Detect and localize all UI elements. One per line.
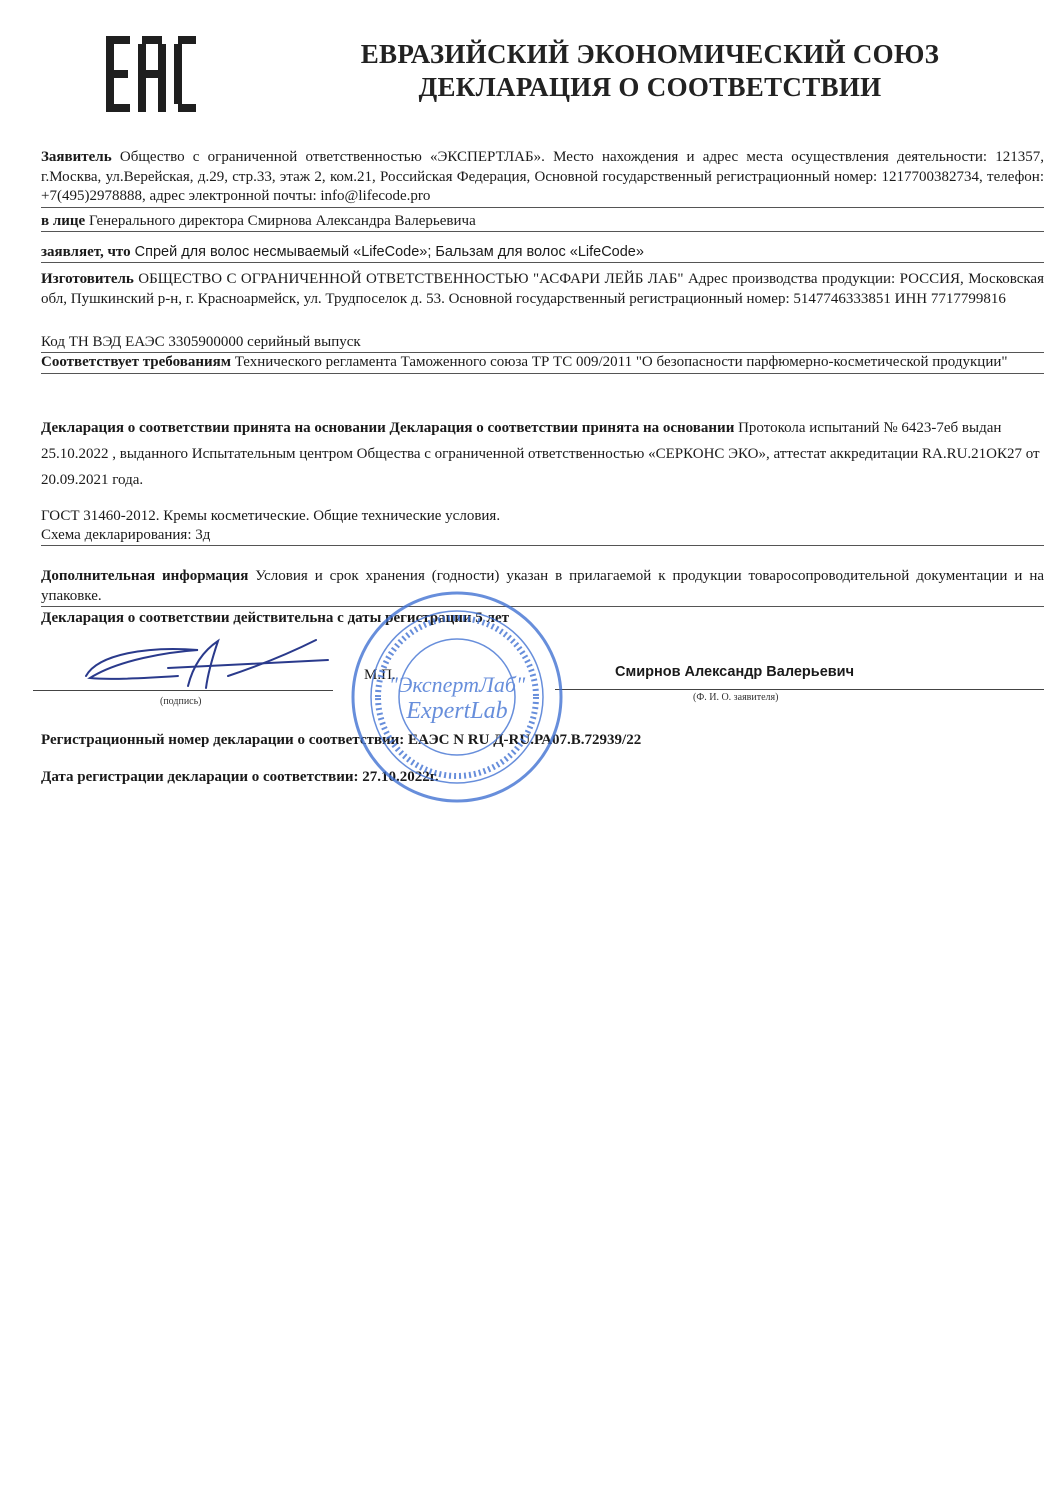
stamp-text-2: ExpertLab [406, 698, 508, 724]
stamp-outer-ring [353, 593, 561, 801]
handwritten-signature [78, 636, 338, 696]
manufacturer-text: ОБЩЕСТВО С ОГРАНИЧЕННОЙ ОТВЕТСТВЕННОСТЬЮ "АСФАРИ ЛЕЙБ ЛАБ" Адрес производства продукции: РОССИЯ, Московская обл, Пушкинский р-н, г. Красноармейск, ул. Трудпоселок д. 53. Основной государственный регистрационный номер: 5147746333851 ИНН 7717799816 [41, 271, 1044, 307]
registration-number: ЕАЭС N RU Д-RU.РА07.В.72939/22 [404, 732, 642, 748]
signature-caption: (подпись) [160, 696, 202, 707]
gost-line [41, 507, 1044, 526]
title-line-1: ЕВРАЗИЙСКИЙ ЭКОНОМИЧЕСКИЙ СОЮЗ [360, 39, 940, 69]
validity-text: Декларация о соответствии действительна с даты регистрации 5 лет [41, 610, 509, 626]
eac-mark-icon [104, 34, 198, 114]
date-label: Дата регистрации декларации о соответствии: [41, 769, 359, 785]
stamp-inner-ring [371, 611, 543, 783]
declares-block [41, 243, 1044, 263]
additional-text: Условия и срок хранения (годности) указан в прилагаемой к продукции товаросопроводительной документации и на упаковке. [41, 568, 1045, 604]
signature-line [33, 690, 333, 691]
applicant-label: Заявитель [41, 149, 112, 165]
representative-block [41, 212, 1044, 232]
conforms-block [41, 353, 1044, 374]
scheme-line [41, 526, 1044, 546]
name-line [555, 689, 1044, 690]
code-text: Код ТН ВЭД ЕАЭС 3305900000 серийный выпуск [41, 334, 361, 350]
name-caption: (Ф. И. О. заявителя) [693, 692, 779, 703]
gost-text: ГОСТ 31460-2012. Кремы косметические. Общие технические условия. [41, 508, 501, 524]
stamp-text-1: "ЭкспертЛаб" [388, 672, 526, 697]
representative-text: Генерального директора Смирнова Александра Валерьевича [85, 213, 476, 229]
declares-label: заявляет, что [41, 244, 131, 260]
manufacturer-block [41, 270, 1044, 309]
conforms-label: Соответствует требованиям [41, 354, 231, 370]
code-block [41, 333, 1044, 353]
stamp-center-ring [399, 639, 515, 755]
scheme-text: Схема декларирования: 3д [41, 527, 211, 543]
stamp-place-label: М.П. [364, 667, 396, 683]
conforms-text: Технического регламента Таможенного союза ТР ТС 009/2011 "О безопасности парфюмерно-косметической продукции" [230, 354, 1008, 370]
basis-text: Протокола испытаний № 6423-7еб выдан 25.10.2022 , выданного Испытательным центром Общества с ограниченной ответственностью «СЕРКОНС ЭКО», аттестат аккредитации RA.RU.21ОК27 от 20.09.2021 года. [41, 420, 1040, 488]
basis-label: Декларация о соответствии принята на основании Декларация о соответствии принята на основании [41, 420, 735, 436]
registration-date: 27.10.2022г. [358, 769, 439, 785]
representative-label: в лице [41, 213, 86, 229]
manufacturer-label: Изготовитель [41, 271, 134, 287]
applicant-block [41, 148, 1044, 208]
product-names: Спрей для волос несмываемый «LifeCode»; Бальзам для волос «LifeCode» [130, 244, 644, 260]
additional-label: Дополнительная информация [41, 568, 249, 584]
document-title [290, 38, 1010, 104]
basis-block [41, 415, 1044, 493]
applicant-text: Общество с ограниченной ответственностью «ЭКСПЕРТЛАБ». Место нахождения и адрес места осуществления деятельности: 121357, г.Москва, ул.Верейская, д.29, стр.33, этаж 2, ком.21, Российская Федерация, Основной государственный регистрационный номер: 1217700382734, телефон: +7(495)2978888, адрес электронной почты: info@lifecode.pro [41, 149, 1044, 204]
company-stamp [348, 588, 566, 806]
signer-name: Смирнов Александр Валерьевич [615, 664, 855, 680]
title-line-2: ДЕКЛАРАЦИЯ О СООТВЕТСТВИИ [418, 72, 882, 102]
registration-label: Регистрационный номер декларации о соответствии: [41, 732, 405, 748]
